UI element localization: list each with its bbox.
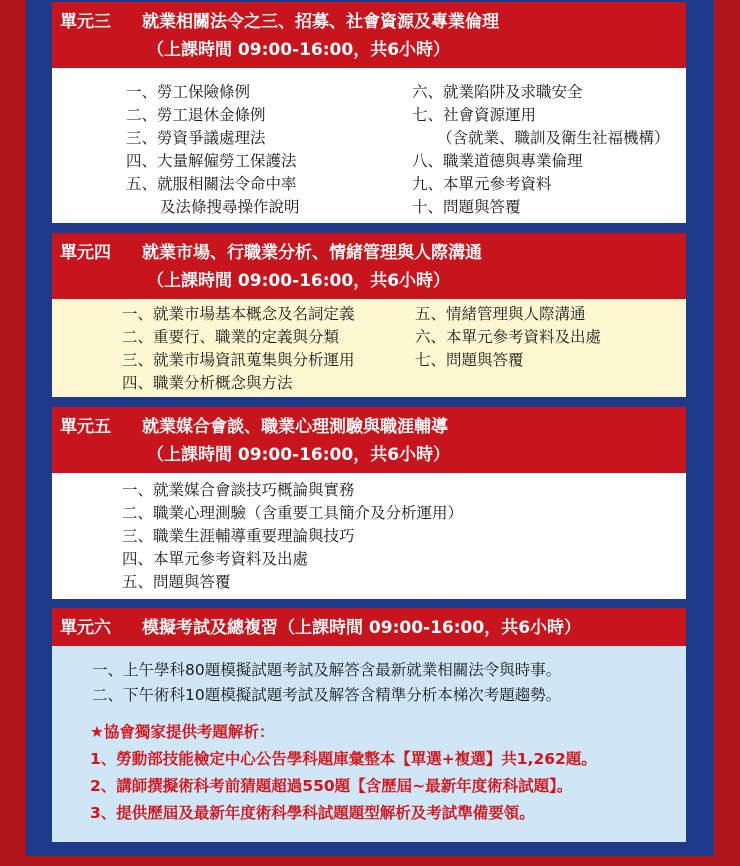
list-item: 六、本單元參考資料及出處 xyxy=(415,328,602,346)
unit-3 xyxy=(52,2,686,223)
list-item: （含就業、職訓及衛生社福機構） xyxy=(437,129,670,147)
unit-time: （上課時間 09:00-16:00，共6小時） xyxy=(147,271,451,291)
list-item: 四、本單元參考資料及出處 xyxy=(122,550,309,568)
unit-6 xyxy=(52,608,686,842)
list-item: 五、就服相關法令命中率 xyxy=(126,175,297,193)
unit-5-header xyxy=(52,407,686,473)
unit-tag: 單元四 xyxy=(60,243,111,263)
unit-title: 就業媒合會談、職業心理測驗與職涯輔導 xyxy=(142,417,448,437)
bonus-title: ★協會獨家提供考題解析： xyxy=(90,723,275,741)
unit-tag: 單元六 xyxy=(60,618,111,638)
list-item: 四、大量解僱勞工保護法 xyxy=(126,152,297,170)
unit-4-header xyxy=(52,233,686,299)
list-item: 五、問題與答覆 xyxy=(122,573,231,591)
list-item: 一、上午學科80題模擬試題考試及解答含最新就業相關法令與時事。 xyxy=(92,661,562,679)
unit-5 xyxy=(52,407,686,599)
bonus-item: 2、講師撰擬術科考前猜題超過550題【含歷屆~最新年度術科試題】。 xyxy=(90,777,573,795)
list-item: 三、職業生涯輔導重要理論與技巧 xyxy=(122,527,355,545)
list-item: 五、情緒管理與人際溝通 xyxy=(415,305,586,323)
unit-3-header xyxy=(52,2,686,68)
list-item: 一、就業媒合會談技巧概論與實務 xyxy=(122,481,355,499)
list-item: 八、職業道德與專業倫理 xyxy=(412,152,583,170)
unit-tag: 單元三 xyxy=(60,12,111,32)
list-item: 三、勞資爭議處理法 xyxy=(126,129,266,147)
bonus-item: 3、提供歷屆及最新年度術科學科試題題型解析及考試準備要領。 xyxy=(90,804,535,822)
list-item: 七、社會資源運用 xyxy=(412,106,537,124)
list-item: 三、就業市場資訊蒐集與分析運用 xyxy=(122,351,355,369)
unit-4 xyxy=(52,233,686,397)
unit-time: （上課時間 09:00-16:00，共6小時） xyxy=(147,445,451,465)
list-item: 九、本單元參考資料 xyxy=(412,175,552,193)
list-item: 二、下午術科10題模擬試題考試及解答含精準分析本梯次考題趨勢。 xyxy=(92,686,562,704)
list-item: 七、問題與答覆 xyxy=(415,351,524,369)
list-item: 四、職業分析概念與方法 xyxy=(122,374,293,392)
unit-tag: 單元五 xyxy=(60,417,111,437)
unit-6-body xyxy=(52,646,686,842)
list-item: 六、就業陷阱及求職安全 xyxy=(412,83,583,101)
unit-title: 就業相關法令之三、招募、社會資源及專業倫理 xyxy=(142,12,499,32)
list-item: 及法條搜尋操作說明 xyxy=(160,198,300,216)
unit-3-body xyxy=(52,68,686,223)
list-item: 一、就業市場基本概念及名詞定義 xyxy=(122,305,355,323)
list-item: 二、重要行、職業的定義與分類 xyxy=(122,328,340,346)
unit-6-header xyxy=(52,608,686,646)
unit-5-body xyxy=(52,473,686,599)
unit-title: 就業市場、行職業分析、情緒管理與人際溝通 xyxy=(142,243,482,263)
bonus-item: 1、勞動部技能檢定中心公告學科題庫彙整本【單選+複選】共1,262題。 xyxy=(90,750,597,768)
unit-title: 模擬考試及總複習（上課時間 09:00-16:00，共6小時） xyxy=(142,618,582,638)
unit-time: （上課時間 09:00-16:00，共6小時） xyxy=(147,40,451,60)
list-item: 一、勞工保險條例 xyxy=(126,83,251,101)
list-item: 二、職業心理測驗（含重要工具簡介及分析運用） xyxy=(122,504,464,522)
list-item: 二、勞工退休金條例 xyxy=(126,106,266,124)
list-item: 十、問題與答覆 xyxy=(412,198,521,216)
unit-4-body xyxy=(52,299,686,397)
